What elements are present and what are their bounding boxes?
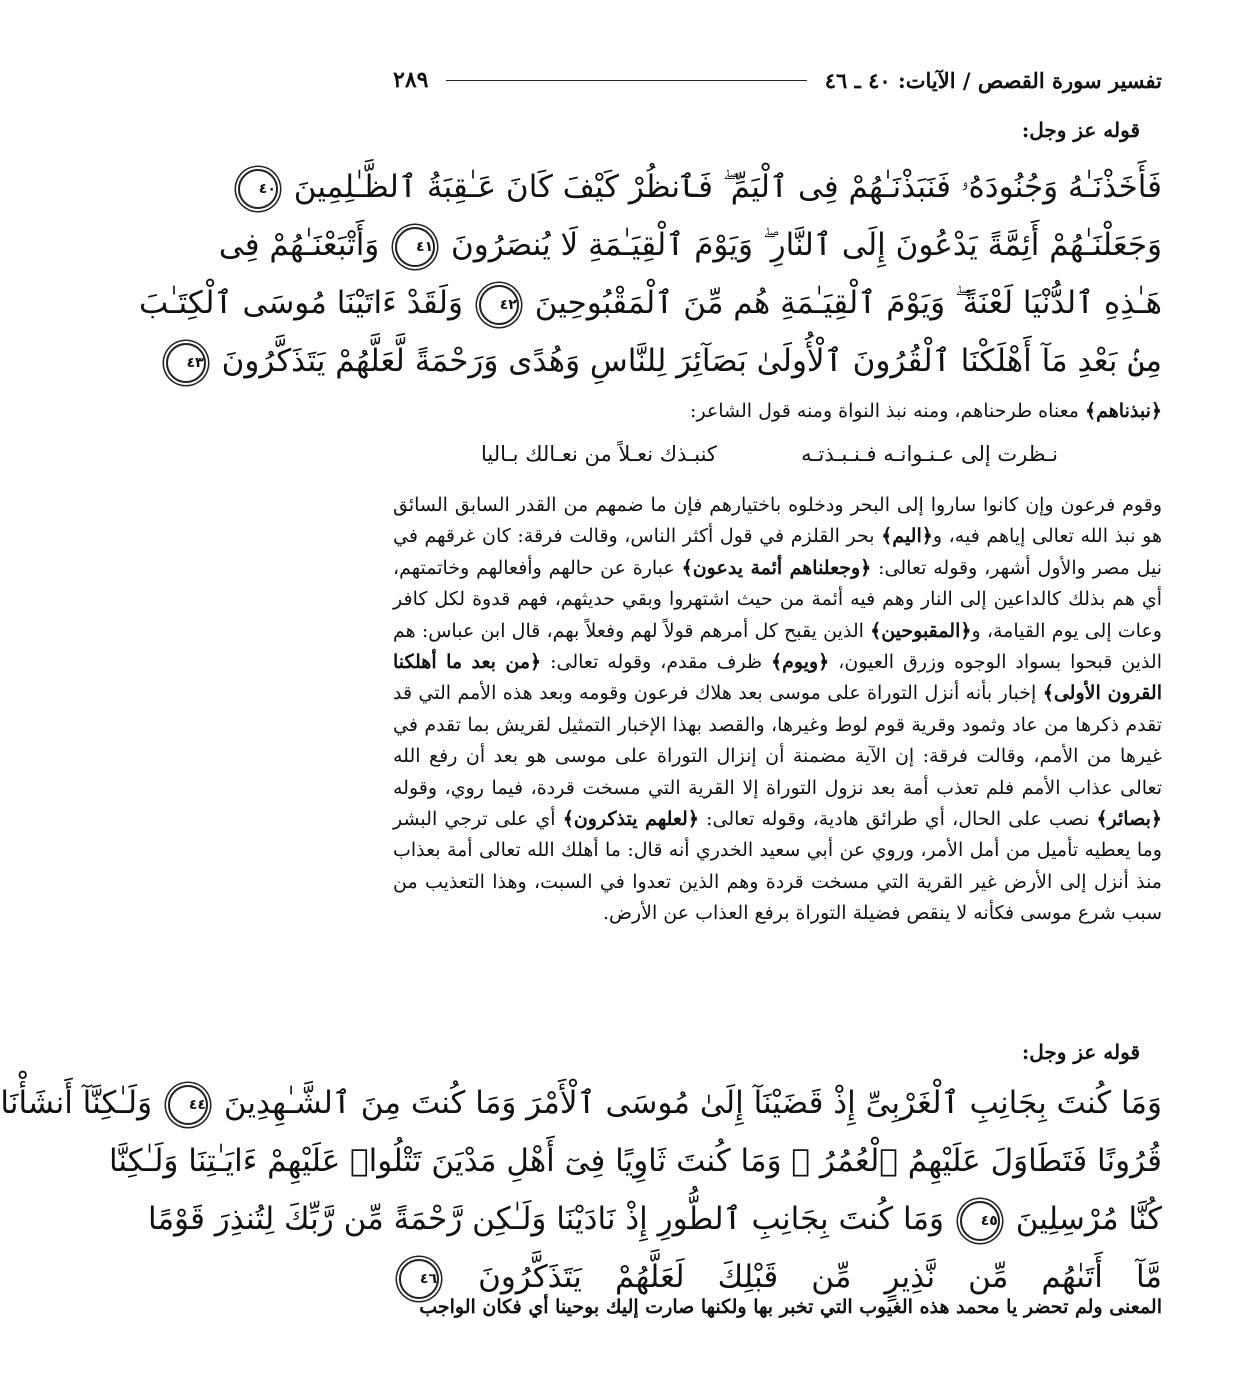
commentary-paragraph: وقوم فرعون وإن كانوا ساروا إلى البحر ودخلوه باختيارهم فإن ما ضمهم من القدر السابق السائق هو نبذ الله تعالى إياهم فيه، و﴿اليم﴾ بحر القلزم في قول أكثر الناس، وقالت فرقة: كان غرقهم في نيل مصر والأول أشهر، وقوله تعالى: ﴿وجعلناهم أئمة يدعون﴾ عبارة عن حالهم وأفعالهم وخاتمتهم، أي هم بذلك كالداعين إلى النار وهم فيه أئمة من حيث اشتهروا وبقي حديثهم، فهم قدوة لكل كافر وعات إلى يوم القيامة، و﴿المقبوحين﴾ الذين يقبح كل أمرهم قولاً لهم وفعلاً بهم، قال ابن عباس: هم الذين قبحوا بسواد الوجوه وزرق العيون، ﴿ويوم﴾ ظرف مقدم، وقوله تعالى: ﴿من بعد ما أهلكنا القرون الأولى﴾ إخبار بأنه أنزل التوراة على موسى بعد هلاك فرعون وقومه وبعد هذه الأمم التي قد تقدم ذكرها من عاد وثمود وقرية قوم لوط وغيرها، والقصد بهذا الإخبار التمثيل لقريش بما تقدم في غيرها من الأمم، وقالت فرقة: إن الآية مضمنة أن إنزال التوراة على موسى هو بعد أن رفع الله تعالى عذاب الأمم فلم تعذب أمة بعد نزول التوراة إلا القرية التي مسخت قردة، فيما روي، وقوله ﴿بصائر﴾ نصب على الحال، أي طرائق هادية، وقوله تعالى: ﴿لعلهم يتذكرون﴾ أي على ترجي البشر وما يعطيه تأميل من أمل الأمر، وروي عن أبي سعيد الخدري أنه قال: ما أهلك الله تعالى أمة بعذاب منذ أنزل إلى الأرض غير القرية التي مسخت قردة وهم الذين تعدوا في السبت، وهذا التعذيب من سبب شرع موسى فكأنه لا ينقص فضيلة التوراة برفع العذاب عن الأرض. [393, 494, 1163, 925]
keyword: ﴿نبذناهم﴾ [1084, 400, 1162, 422]
verse-line: قُرُونًا فَتَطَاوَلَ عَلَيْهِمُ ٱلْعُمُرُ ۚ وَمَا كُنتَ ثَاوِيًا فِىٓ أَهْلِ مَدْيَنَ تَتْلُوا۟ عَلَيْهِمْ ءَايَـٰتِنَا وَلَـٰكِنَّا [108, 1143, 1162, 1179]
gloss-paragraph: ﴿نبذناهم﴾ معناه طرحناهم، ومنه نبذ النواة ومنه قول الشاعر: [690, 400, 1162, 422]
keyword: ﴿بصائر﴾ [1096, 808, 1162, 831]
header-rule [446, 80, 806, 81]
quran-verses-1 [139, 158, 1162, 390]
keyword: ﴿لعلهم يتذكرون﴾ [562, 808, 699, 831]
running-title: تفسير سورة القصص / الآيات: ٤٠ ـ ٤٦ [824, 67, 1162, 93]
keyword: ﴿المقبوحين﴾ [870, 619, 972, 642]
ayah-number-mark: ٤٦ [399, 1259, 439, 1299]
ayah-number-mark: ٤٢ [479, 285, 519, 325]
keyword: ﴿اليم﴾ [881, 525, 933, 548]
poem-verse [481, 442, 1058, 466]
ayah-number-mark: ٤٠ [238, 169, 278, 209]
ayah-number-mark: ٤٣ [166, 343, 206, 383]
ayah-number-mark: ٤١ [395, 227, 435, 267]
section-intro-1: قوله عز وجل: [1021, 118, 1140, 142]
verse-line: مَّآ أَتَىٰهُم مِّن نَّذِيرٍ مِّن قَبْلِكَ لَعَلَّهُمْ يَتَذَكَّرُونَ ٤٦ [393, 1248, 1162, 1306]
commentary-paragraph-2: المعنى ولم تحضر يا محمد هذه الغيوب التي تخبر بها ولكنها صارت إليك بوحينا أي فكان الواجب [419, 1296, 1162, 1318]
section-intro-2: قوله عز وجل: [1021, 1040, 1140, 1064]
verse-line: وَجَعَلْنَـٰهُمْ أَئِمَّةً يَدْعُونَ إِلَى ٱلنَّارِ ۖ وَيَوْمَ ٱلْقِيَـٰمَةِ لَا يُنصَرُونَ ٤١ وَأَتْبَعْنَـٰهُمْ فِى [393, 216, 1162, 274]
poem-hemistich-first: نـظرت إلى عـنـوانـه فـنـبـذتـه [801, 442, 1058, 466]
verse-line: هَـٰذِهِ ٱلدُّنْيَا لَعْنَةً ۖ وَيَوْمَ ٱلْقِيَـٰمَةِ هُم مِّنَ ٱلْمَقْبُوحِينَ ٤٢ وَلَقَدْ ءَاتَيْنَا مُوسَى ٱلْكِتَـٰبَ [393, 274, 1162, 332]
keyword: ﴿ويوم﴾ [770, 651, 830, 674]
poem-hemistich-second: كنبـذك نعـلاً من نعـالك بـاليا [481, 442, 717, 466]
keyword: ﴿من بعد ما أهلكنا القرون الأولى﴾ [393, 651, 1162, 705]
ayah-number-mark: ٤٥ [960, 1201, 1000, 1241]
page-number: ٢٨٩ [393, 67, 429, 93]
verse-line: كُنَّا مُرْسِلِينَ ٤٥ وَمَا كُنتَ بِجَانِبِ ٱلطُّورِ إِذْ نَادَيْنَا وَلَـٰكِن رَّحْمَةً مِّن رَّبِّكَ لِتُنذِرَ قَوْمًا [393, 1190, 1162, 1248]
page-header [393, 62, 1162, 98]
verse-line: مِنۢ بَعْدِ مَآ أَهْلَكْنَا ٱلْقُرُونَ ٱلْأُولَىٰ بَصَآئِرَ لِلنَّاسِ وَهُدًى وَرَحْمَةً لَّعَلَّهُمْ يَتَذَكَّرُونَ ٤٣ [393, 332, 1162, 390]
quran-verses-2 [0, 1074, 1162, 1306]
verse-line: وَمَا كُنتَ بِجَانِبِ ٱلْغَرْبِىِّ إِذْ قَضَيْنَآ إِلَىٰ مُوسَى ٱلْأَمْرَ وَمَا كُنتَ مِنَ ٱلشَّـٰهِدِينَ ٤٤ وَلَـٰكِنَّآ أَنشَأْنَا [393, 1074, 1162, 1132]
verse-line: فَأَخَذْنَـٰهُ وَجُنُودَهُۥ فَنَبَذْنَـٰهُمْ فِى ٱلْيَمِّ ۖ فَٱنظُرْ كَيْفَ كَانَ عَـٰقِبَةُ ٱلظَّـٰلِمِينَ ٤٠ [393, 158, 1162, 216]
ayah-number-mark: ٤٤ [168, 1085, 208, 1125]
keyword: ﴿وجعلناهم أئمة يدعون﴾ [681, 556, 872, 579]
